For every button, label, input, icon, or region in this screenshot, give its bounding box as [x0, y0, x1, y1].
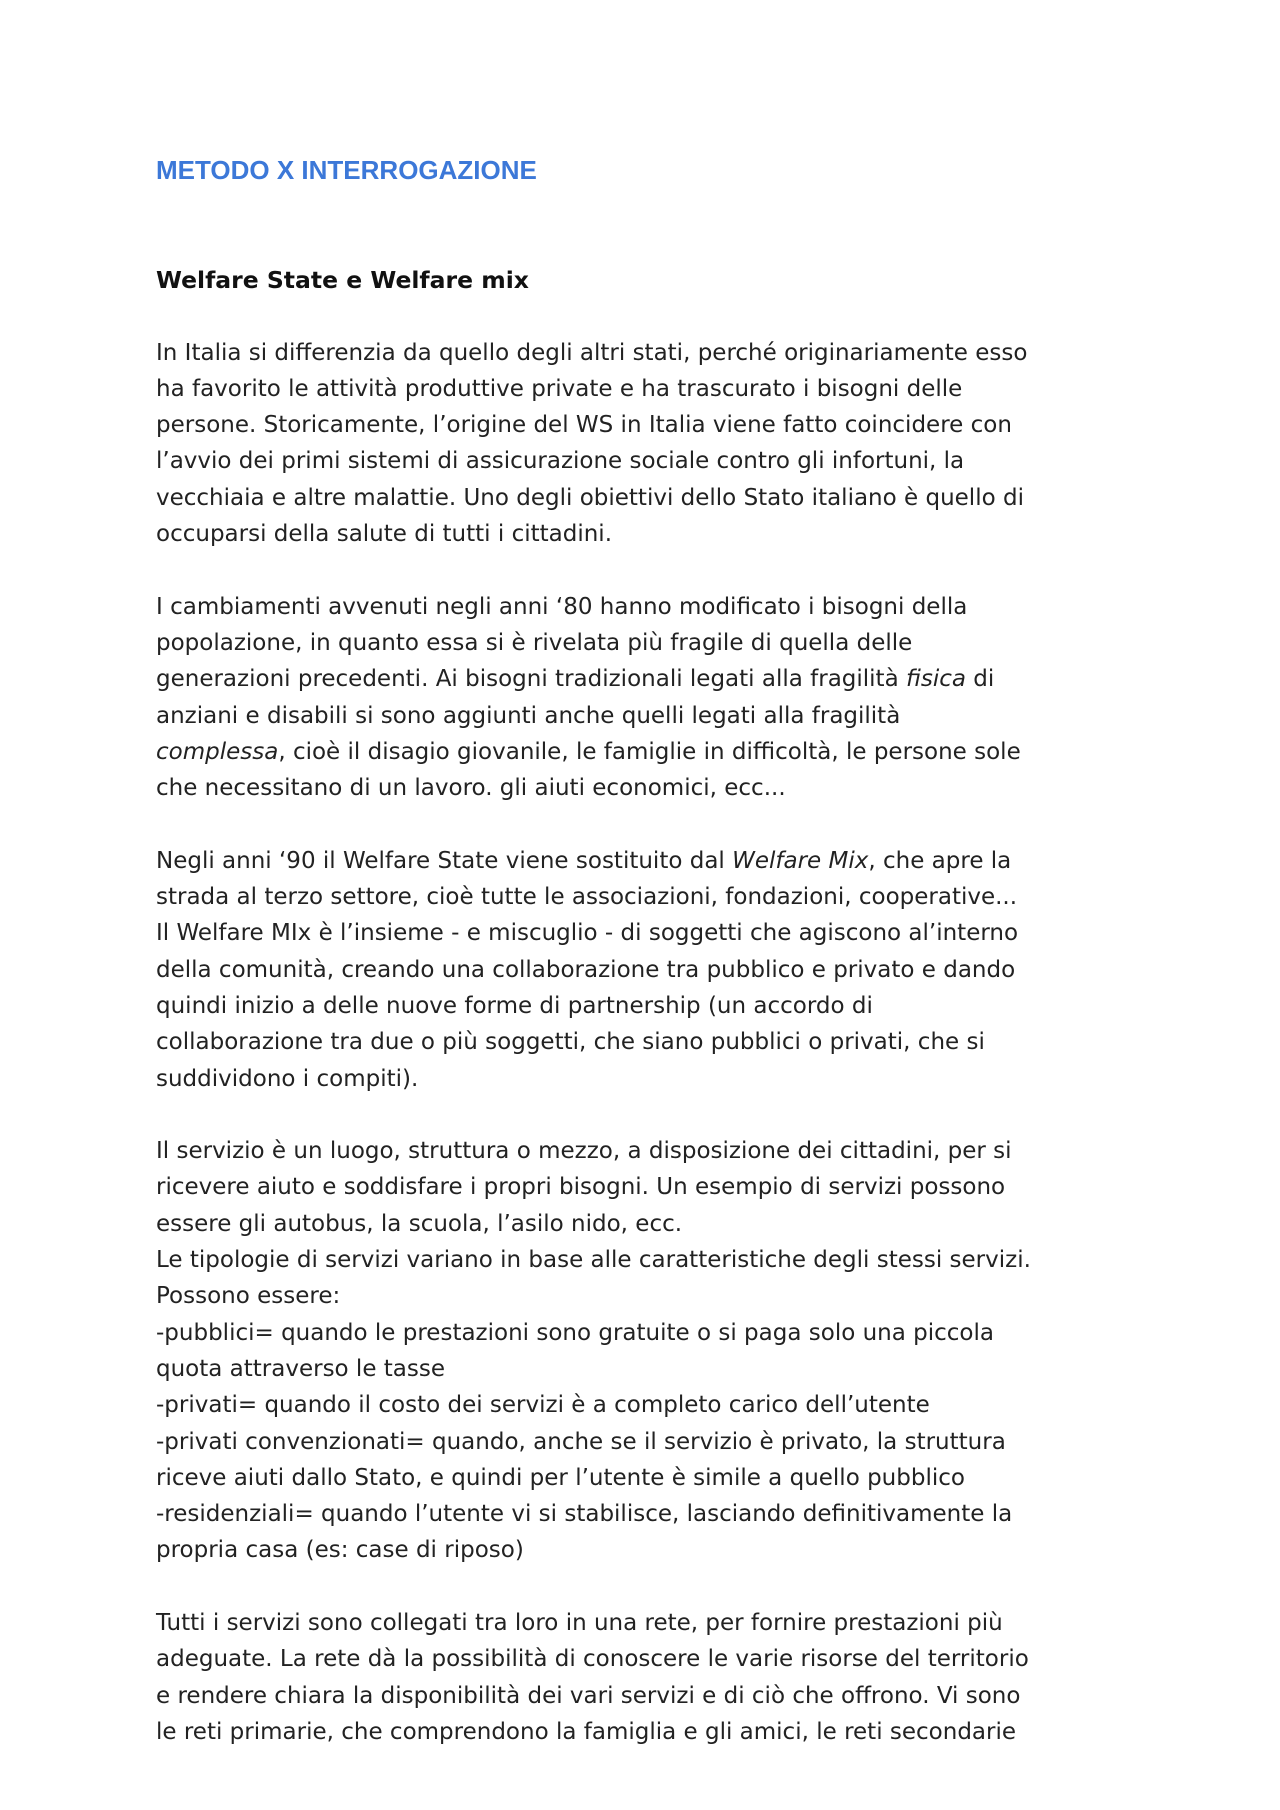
- text-line: suddividono i compiti).: [156, 1065, 419, 1092]
- document-title: METODO X INTERROGAZIONE: [156, 155, 537, 185]
- list-item: -privati convenzionati= quando, anche se il servizio è privato, la struttura: [156, 1428, 1006, 1455]
- paragraph-welfare-origins: [156, 335, 1156, 553]
- paragraph-services: [156, 1133, 1156, 1569]
- spacer: [156, 298, 1156, 334]
- text-line: Il servizio è un luogo, struttura o mezzo, a disposizione dei cittadini, per si: [156, 1138, 1012, 1165]
- text-line: ricevere aiuto e soddisfare i propri bisogni. Un esempio di servizi possono: [156, 1174, 1006, 1201]
- spacer: [156, 806, 1156, 842]
- text-segment: , cioè il disagio giovanile, le famiglie in difficoltà, le persone sole: [278, 738, 1021, 765]
- text-line: della comunità, creando una collaborazione tra pubblico e privato e dando: [156, 956, 1016, 983]
- italic-term: fisica: [905, 666, 966, 693]
- paragraph-changes-80s: [156, 589, 1156, 807]
- text-line: e rendere chiara la disponibilità dei vari servizi e di ciò che offrono. Vi sono: [156, 1682, 1021, 1709]
- section-title: Welfare State e Welfare mix: [156, 266, 529, 294]
- text-line: che necessitano di un lavoro. gli aiuti economici, ecc...: [156, 775, 786, 802]
- text-line: vecchiaia e altre malattie. Uno degli obiettivi dello Stato italiano è quello di: [156, 484, 1024, 511]
- text-line: occuparsi della salute di tutti i cittadini.: [156, 521, 613, 548]
- text-line: popolazione, in quanto essa si è rivelata più fragile di quella delle: [156, 629, 913, 656]
- text-line: In Italia si differenzia da quello degli altri stati, perché originariamente esso: [156, 339, 1028, 366]
- list-item: -privati= quando il costo dei servizi è a completo carico dell’utente: [156, 1392, 930, 1419]
- text-line: Possono essere:: [156, 1283, 341, 1310]
- text-line: riceve aiuti dallo Stato, e quindi per l’utente è simile a quello pubblico: [156, 1464, 965, 1491]
- text-line: Le tipologie di servizi variano in base alle caratteristiche degli stessi servizi.: [156, 1247, 1031, 1274]
- text-line: [156, 843, 1156, 879]
- spacer: [156, 552, 1156, 588]
- text-line: [156, 661, 1156, 697]
- paragraph-service-network: [156, 1605, 1156, 1750]
- text-segment: , che apre la: [868, 847, 1012, 874]
- paragraph-welfare-mix: [156, 843, 1156, 1097]
- text-line: l’avvio dei primi sistemi di assicurazione sociale contro gli infortuni, la: [156, 448, 965, 475]
- text-line: Tutti i servizi sono collegati tra loro in una rete, per fornire prestazioni più: [156, 1609, 1003, 1636]
- text-line: ha favorito le attività produttive private e ha trascurato i bisogni delle: [156, 375, 963, 402]
- text-line: anziani e disabili si sono aggiunti anche quelli legati alla fragilità: [156, 702, 901, 729]
- italic-term: complessa: [156, 738, 279, 765]
- list-item: -residenziali= quando l’utente vi si stabilisce, lasciando definitivamente la: [156, 1501, 1013, 1528]
- text-line: Il Welfare MIx è l’insieme - e miscuglio - di soggetti che agiscono al’interno: [156, 920, 1019, 947]
- italic-term: Welfare Mix: [732, 847, 869, 874]
- spacer: [156, 1569, 1156, 1605]
- text-line: le reti primarie, che comprendono la famiglia e gli amici, le reti secondarie: [156, 1718, 1017, 1745]
- document-body: [156, 262, 1156, 1750]
- spacer: [156, 1097, 1156, 1133]
- text-segment: di: [965, 666, 995, 693]
- text-segment: generazioni precedenti. Ai bisogni tradizionali legati alla fragilità: [156, 666, 906, 693]
- text-line: persone. Storicamente, l’origine del WS in Italia viene fatto coincidere con: [156, 412, 1012, 439]
- list-item: -pubblici= quando le prestazioni sono gratuite o si paga solo una piccola: [156, 1319, 994, 1346]
- text-line: essere gli autobus, la scuola, l’asilo nido, ecc.: [156, 1210, 683, 1237]
- text-line: strada al terzo settore, cioè tutte le associazioni, fondazioni, cooperative...: [156, 884, 1018, 911]
- text-line: collaborazione tra due o più soggetti, che siano pubblici o privati, che si: [156, 1029, 985, 1056]
- text-line: quota attraverso le tasse: [156, 1355, 446, 1382]
- text-line: [156, 734, 1156, 770]
- text-line: I cambiamenti avvenuti negli anni ‘80 hanno modificato i bisogni della: [156, 593, 968, 620]
- text-line: adeguate. La rete dà la possibilità di conoscere le varie risorse del territorio: [156, 1646, 1029, 1673]
- text-segment: Negli anni ‘90 il Welfare State viene sostituito dal: [156, 847, 733, 874]
- text-line: propria casa (es: case di riposo): [156, 1537, 524, 1564]
- text-line: quindi inizio a delle nuove forme di partnership (un accordo di: [156, 992, 873, 1019]
